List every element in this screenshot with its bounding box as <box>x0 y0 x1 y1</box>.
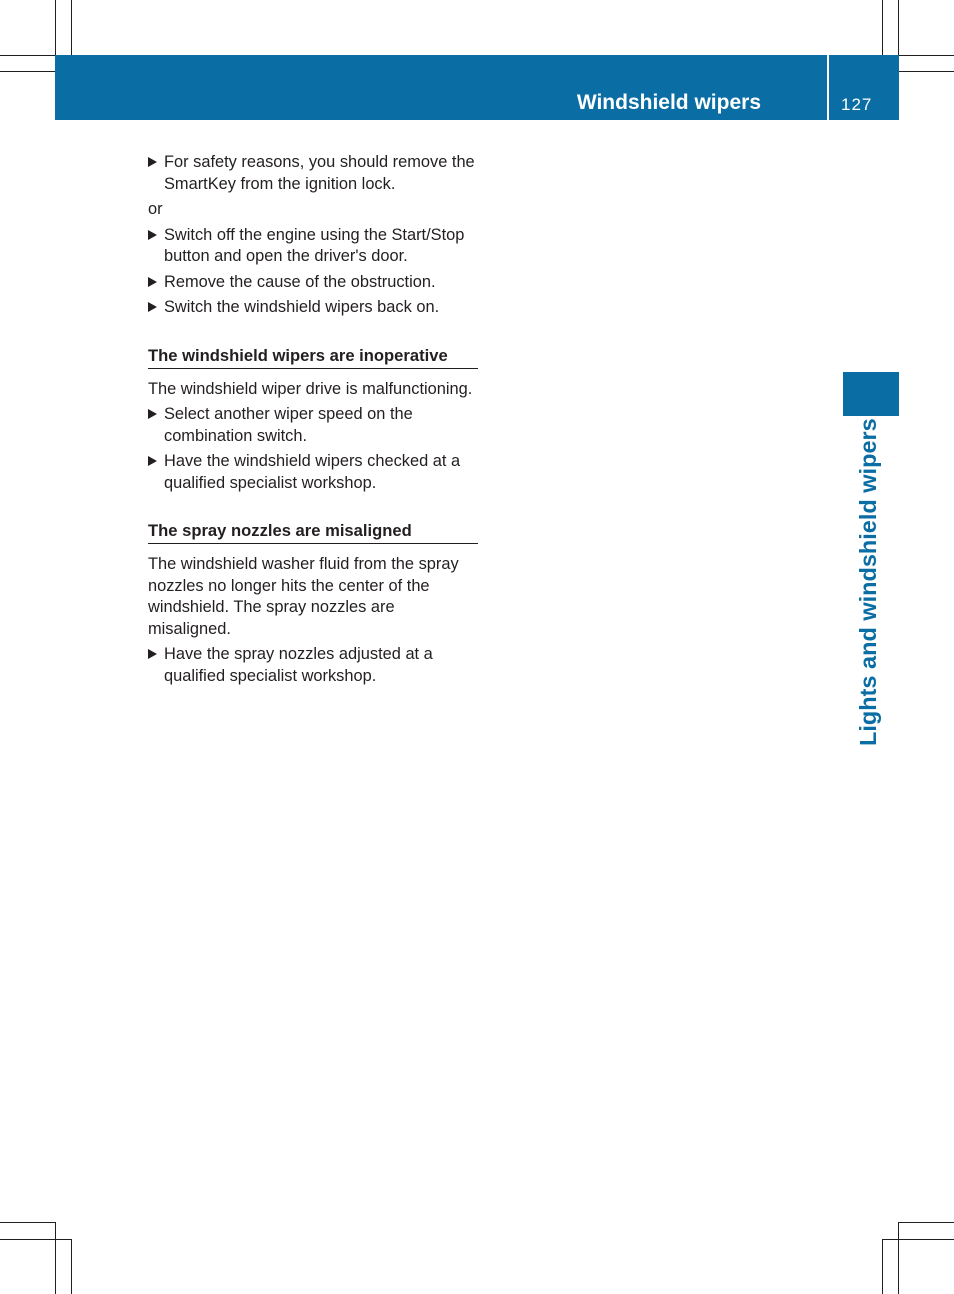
crop-mark <box>882 1239 883 1294</box>
page-number: 127 <box>841 95 873 114</box>
list-item-text: Have the spray nozzles adjusted at a qualified specialist workshop. <box>164 645 433 685</box>
section-heading-wipers-inoperative: The windshield wipers are inoperative <box>148 345 478 369</box>
list-item <box>148 225 478 268</box>
list-item <box>148 152 478 195</box>
crop-mark <box>899 71 954 72</box>
page-title: Windshield wipers <box>576 91 761 114</box>
section-heading-nozzles-misaligned: The spray nozzles are misaligned <box>148 520 478 544</box>
triangle-right-icon <box>148 302 157 312</box>
crop-mark <box>0 1222 55 1223</box>
list-item-text: For safety reasons, you should remove the SmartKey from the ignition lock. <box>164 153 475 193</box>
list-item <box>148 644 478 687</box>
crop-mark <box>0 55 55 56</box>
crop-mark <box>71 0 72 55</box>
crop-mark <box>898 0 899 55</box>
list-item-text: Switch off the engine using the Start/Stop button and open the driver's door. <box>164 225 465 265</box>
list-item <box>148 297 478 319</box>
crop-mark <box>899 55 954 56</box>
crop-mark <box>55 0 56 55</box>
list-item-text: Remove the cause of the obstruction. <box>164 272 436 291</box>
crop-mark <box>0 1239 71 1240</box>
crop-mark <box>899 1222 954 1223</box>
crop-mark <box>898 1222 899 1294</box>
triangle-right-icon <box>148 277 157 287</box>
main-column <box>148 152 478 691</box>
crop-mark <box>882 1239 954 1240</box>
triangle-right-icon <box>148 230 157 240</box>
list-item-text: Switch the windshield wipers back on. <box>164 298 440 316</box>
triangle-right-icon <box>148 409 157 419</box>
section-intro: The windshield washer fluid from the spray nozzles no longer hits the center of the windshield. The spray nozzles are misaligned. <box>148 555 459 638</box>
crop-mark <box>71 1239 72 1294</box>
chapter-tab-label: Lights and windshield wipers <box>855 418 881 746</box>
triangle-right-icon <box>148 649 157 659</box>
chapter-tab-block <box>843 372 899 416</box>
or-text: or <box>148 200 163 218</box>
section-intro: The windshield wiper drive is malfunctioning. <box>148 379 473 398</box>
list-item <box>148 451 478 494</box>
list-item <box>148 404 478 447</box>
list-item-text: Have the windshield wipers checked at a qualified specialist workshop. <box>164 452 461 492</box>
list-item <box>148 272 478 294</box>
list-item-text: Select another wiper speed on the combination switch. <box>164 405 413 445</box>
crop-mark <box>0 71 55 72</box>
crop-mark <box>55 1222 56 1294</box>
crop-mark <box>882 0 883 55</box>
triangle-right-icon <box>148 157 157 167</box>
triangle-right-icon <box>148 456 157 466</box>
header-divider <box>827 55 829 120</box>
page-header <box>55 55 899 120</box>
